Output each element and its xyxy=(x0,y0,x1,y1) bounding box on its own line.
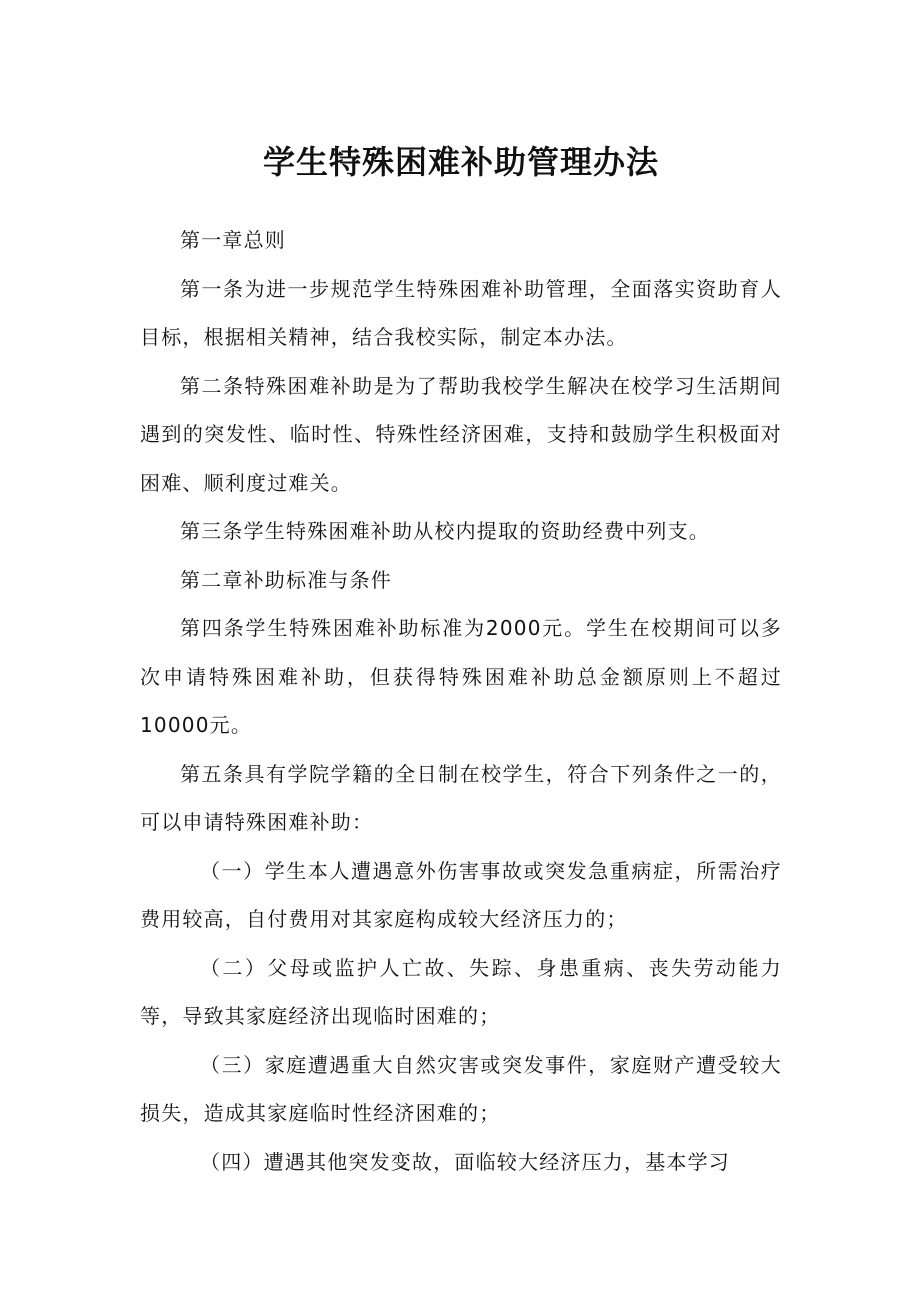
document-body xyxy=(140,216,782,1186)
chapter-heading-2: 第二章补助标准与条件 xyxy=(180,567,392,592)
condition-item-3: （三）家庭遭遇重大自然灾害或突发事件，家庭财产遭受较大损失，造成其家庭临时性经济困难的； xyxy=(140,1052,782,1125)
chapter-heading-1: 第一章总则 xyxy=(180,228,286,252)
document-title: 学生特殊困难补助管理办法 xyxy=(262,143,659,181)
article-4: 第四条学生特殊困难补助标准为2000元。学生在校期间可以多次申请特殊困难补助，但获得特殊困难补助总金额原则上不超过10000元。 xyxy=(140,616,782,737)
article-5: 第五条具有学院学籍的全日制在校学生，符合下列条件之一的，可以申请特殊困难补助： xyxy=(140,761,782,834)
article-2: 第二条特殊困难补助是为了帮助我校学生解决在校学习生活期间遇到的突发性、临时性、特殊性经济困难，支持和鼓励学生积极面对困难、顺利度过难关。 xyxy=(140,373,782,495)
condition-item-2: （二）父母或监护人亡故、失踪、身患重病、丧失劳动能力等，导致其家庭经济出现临时困难的； xyxy=(140,955,782,1028)
article-3: 第三条学生特殊困难补助从校内提取的资助经费中列支。 xyxy=(180,519,710,543)
article-1: 第一条为进一步规范学生特殊困难补助管理，全面落实资助育人目标，根据相关精神，结合我校实际，制定本办法。 xyxy=(140,276,782,349)
condition-item-1: （一）学生本人遭遇意外伤害事故或突发急重病症，所需治疗费用较高，自付费用对其家庭构成较大经济压力的； xyxy=(140,858,782,931)
condition-item-4: （四）遭遇其他突发变故，面临较大经济压力，基本学习 xyxy=(200,1149,730,1174)
